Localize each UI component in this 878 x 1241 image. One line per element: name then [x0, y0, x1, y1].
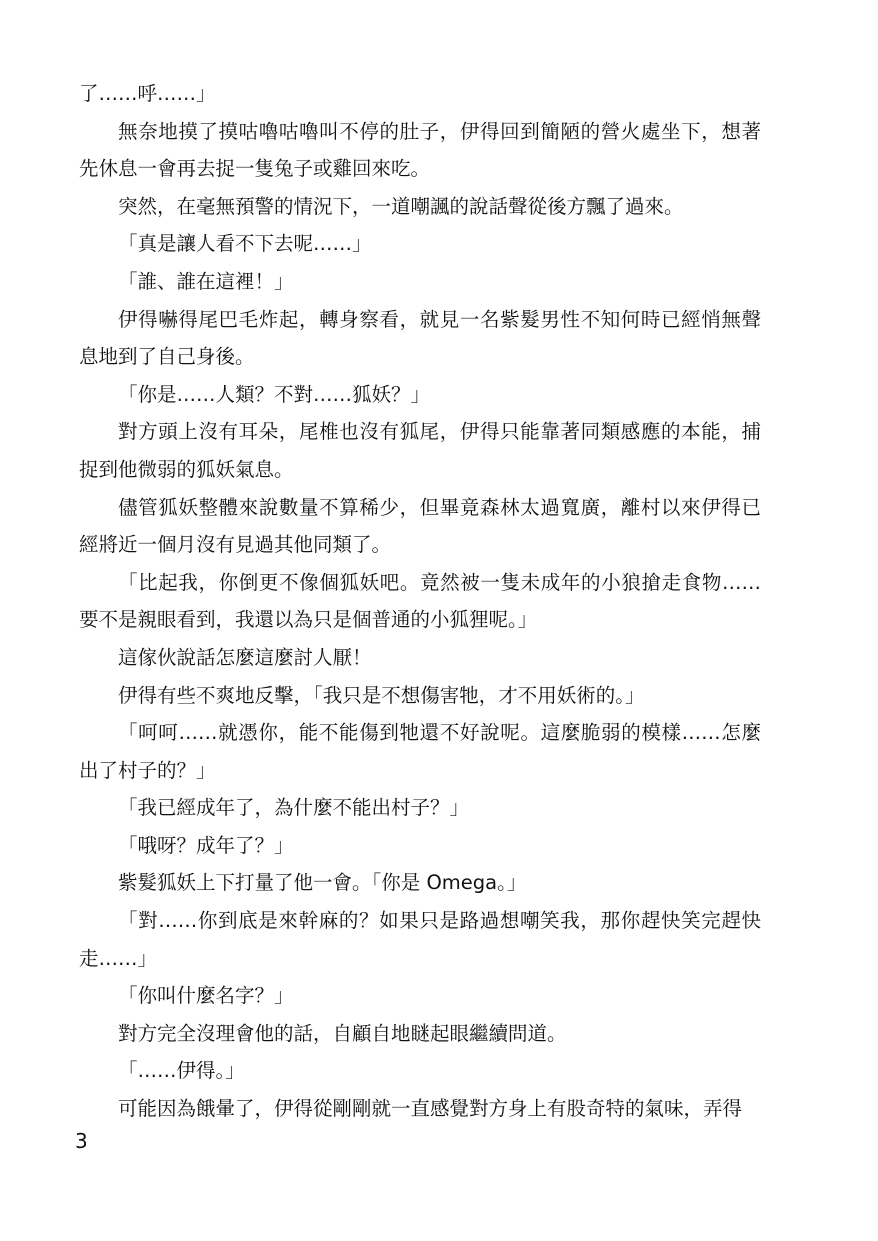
paragraph: 可能因為餓暈了，伊得從剛剛就一直感覺對方身上有股奇特的氣味，弄得	[118, 1097, 743, 1121]
paragraph: 這傢伙說話怎麼這麼討人厭！	[118, 645, 372, 669]
paragraph: 「我已經成年了，為什麼不能出村子？」	[118, 796, 470, 820]
paragraph: 伊得嚇得尾巴毛炸起，轉身察看，就見一名紫髮男性不知何時已經悄無聲息地到了自己身後。	[79, 307, 761, 369]
page-number: 3	[75, 1129, 88, 1153]
paragraph: 「對……你到底是來幹麻的？如果只是路過想嘲笑我，那你趕快笑完趕快走……」	[79, 909, 761, 970]
paragraph: 「……伊得。」	[118, 1059, 245, 1083]
paragraph: 紫髮狐妖上下打量了他一會。「你是 Omega。」	[118, 871, 527, 895]
paragraph: 「哦呀？成年了？」	[118, 833, 294, 857]
paragraph: 「誰、誰在這裡！」	[118, 269, 294, 293]
paragraph: 了……呼……」	[79, 82, 216, 105]
paragraph: 無奈地摸了摸咕嚕咕嚕叫不停的肚子，伊得回到簡陋的營火處坐下，想著先休息一會再去捉一隻兔子或雞回來吃。	[79, 119, 761, 181]
paragraph: 「真是讓人看不下去呢……」	[118, 232, 372, 256]
paragraph: 突然，在毫無預警的情況下，一道嘲諷的說話聲從後方飄了過來。	[118, 194, 684, 218]
paragraph: 「你叫什麼名字？」	[118, 984, 294, 1008]
body-text	[79, 75, 761, 1128]
paragraph: 「你是……人類？不對……狐妖？」	[118, 382, 431, 406]
paragraph: 伊得有些不爽地反擊，「我只是不想傷害牠，才不用妖術的。」	[118, 683, 645, 707]
paragraph: 儘管狐妖整體來說數量不算稀少，但畢竟森林太過寬廣，離村以來伊得已經將近一個月沒有見過其他同類了。	[79, 495, 761, 557]
paragraph: 「比起我，你倒更不像個狐妖吧。竟然被一隻未成年的小狼搶走食物……要不是親眼看到，我還以為只是個普通的小狐狸呢。」	[79, 570, 761, 632]
paragraph: 「呵呵……就憑你，能不能傷到牠還不好說呢。這麼脆弱的模樣……怎麼出了村子的？」	[79, 721, 761, 782]
paragraph: 對方頭上沒有耳朵，尾椎也沒有狐尾，伊得只能靠著同類感應的本能，捕捉到他微弱的狐妖氣息。	[79, 420, 761, 481]
paragraph: 對方完全沒理會他的話，自顧自地瞇起眼繼續問道。	[118, 1021, 567, 1045]
